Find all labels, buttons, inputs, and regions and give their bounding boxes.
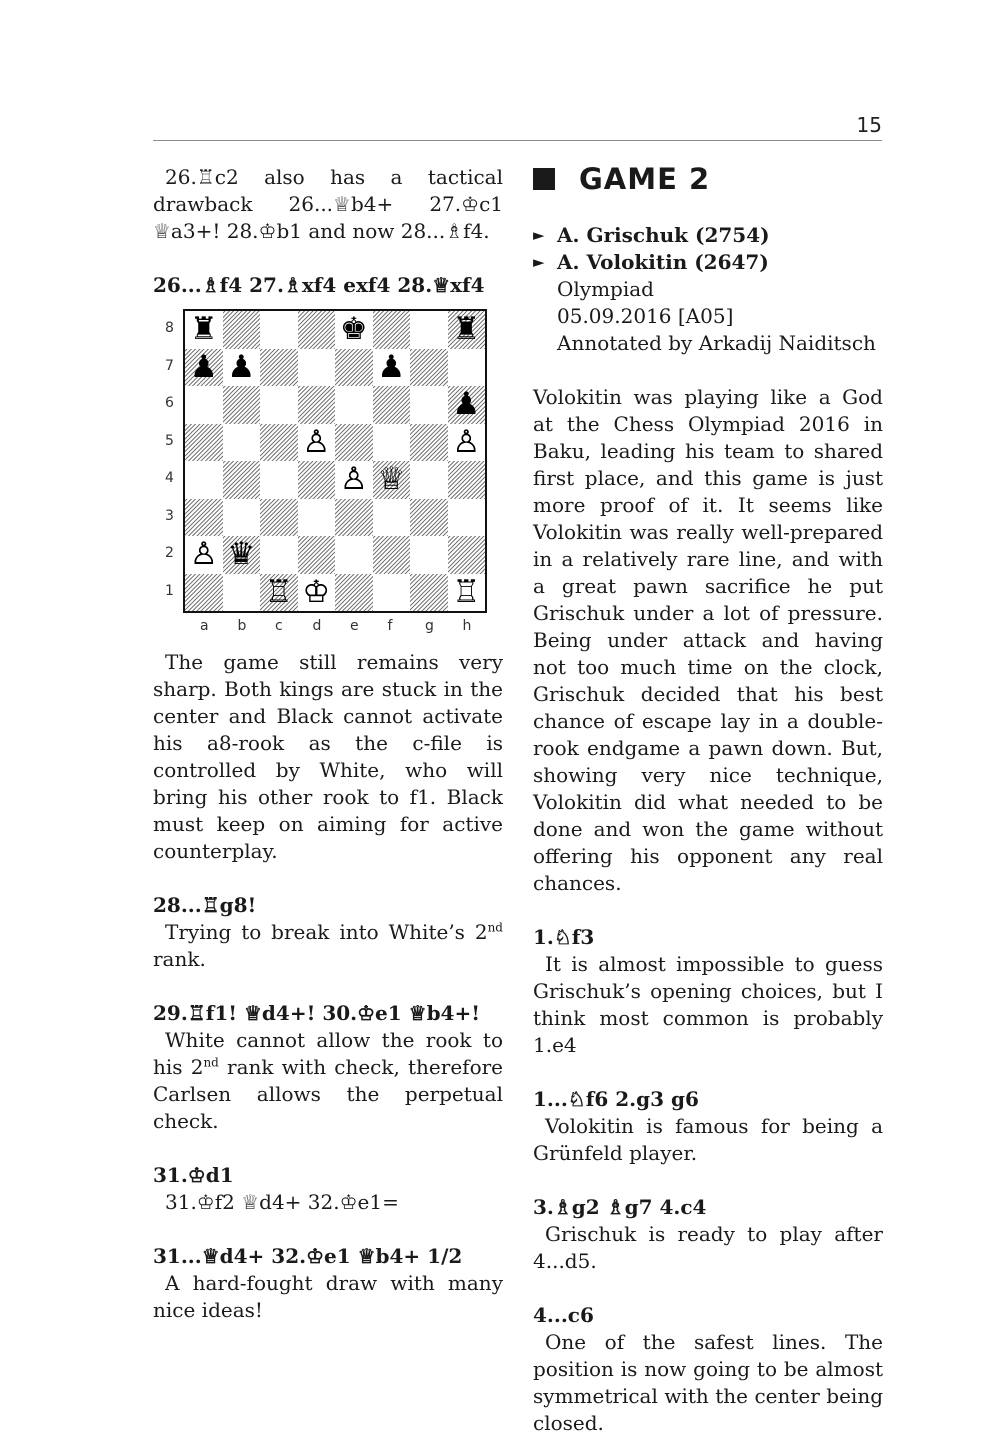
file-label: g (425, 618, 434, 634)
chess-diagram (153, 309, 503, 649)
square-h3 (448, 499, 486, 537)
triangle-right-icon: ► (533, 226, 545, 244)
paragraph: The game still remains very sharp. Both kings are stuck in the center and Black cannot activate his a8-rook as the c-file is controlled by White, who will bring his other rook to f1. Black must keep on aiming for active counterplay. (153, 650, 503, 863)
file-label: h (462, 618, 472, 634)
chess-piece-icon: ♖ (264, 573, 293, 610)
move-line: 29.♖f1! ♕d4+! 30.♔e1 ♕b4+! (153, 1001, 481, 1025)
chess-piece-icon: ♙ (339, 461, 368, 498)
square-h6 (448, 386, 486, 424)
header-rule (153, 140, 882, 141)
chess-piece-icon: ♔ (302, 573, 331, 610)
square-g3 (410, 499, 448, 537)
chess-piece-icon: ♙ (189, 536, 218, 573)
file-label: a (200, 618, 209, 634)
file-label: b (237, 618, 247, 634)
rank-label: 8 (165, 320, 174, 336)
chess-piece-icon: ♙ (452, 423, 481, 460)
chess-piece-icon: ♟ (377, 348, 406, 385)
triangle-right-icon: ► (533, 253, 545, 271)
square-c8 (260, 311, 298, 349)
chess-piece-icon: ♛ (227, 536, 256, 573)
game-heading (533, 164, 883, 194)
paragraph: A hard-fought draw with many nice ideas! (153, 1271, 503, 1322)
square-a7 (185, 349, 223, 387)
square-b2 (223, 536, 261, 574)
square-b3 (223, 499, 261, 537)
rank-label: 5 (165, 432, 174, 449)
square-a4 (185, 461, 223, 499)
square-b8 (223, 311, 261, 349)
paragraph: Volokitin is famous for being a Grünfeld player. (533, 1114, 883, 1165)
square-d6 (298, 386, 336, 424)
chess-piece-icon: ♜ (452, 311, 481, 348)
chess-piece-icon: ♚ (339, 311, 368, 348)
move-line: 28...♖g8! (153, 893, 257, 917)
paragraph: One of the safest lines. The position is now going to be almost symmetrical with the center being closed. (533, 1330, 883, 1435)
square-d3 (298, 499, 336, 537)
file-label: e (350, 618, 359, 634)
square-b4 (223, 461, 261, 499)
chess-piece-icon: ♟ (452, 386, 481, 423)
square-g6 (410, 386, 448, 424)
move-line: 31...♕d4+ 32.♔e1 ♕b4+ 1/2 (153, 1244, 463, 1268)
square-g2 (410, 536, 448, 574)
square-c4 (260, 461, 298, 499)
page-number: 15 (856, 113, 882, 137)
player-white: ► A. Grischuk (2754) (533, 223, 770, 247)
left-column (153, 164, 503, 1324)
paragraph: White cannot allow the rook to his 2nd rank with check, therefore Carlsen allows the perpetual check. (153, 1028, 504, 1133)
chess-piece-icon: ♙ (302, 423, 331, 460)
square-d4 (298, 461, 336, 499)
move-line: 1...♘f6 2.g3 g6 (533, 1087, 699, 1111)
square-h2 (448, 536, 486, 574)
rank-label: 6 (165, 395, 174, 411)
square-f2 (373, 536, 411, 574)
chess-piece-icon: ♕ (377, 461, 406, 498)
square-d2 (298, 536, 336, 574)
square-e1 (335, 574, 373, 612)
rank-label: 2 (165, 545, 174, 561)
game-label: GAME 2 (579, 162, 711, 196)
square-h7 (448, 349, 486, 387)
square-a6 (185, 386, 223, 424)
intro-paragraph: Volokitin was playing like a God at the Chess Olympiad 2016 in Baku, leading his team to shared first place, and this game is just more proof of it. It seems like Volokitin was really well-prepared in a relatively rare line, and with a great pawn sacrifice he put Grischuk under a lot of pressure. Being under attack and having not too much time on the clock, Grischuk decided that his best chance of escape lay in a double-rook endgame a pawn down. But, showing very nice technique, Volokitin did what needed to be done and won the game without offering his opponent any real chances. (533, 385, 883, 895)
square-h1 (448, 574, 486, 612)
square-d7 (298, 349, 336, 387)
move-line: 26...♗f4 27.♗xf4 exf4 28.♕xf4 (153, 273, 485, 297)
square-g4 (410, 461, 448, 499)
square-e8 (335, 311, 373, 349)
heading-square-icon (533, 168, 555, 190)
rank-label: 7 (165, 357, 174, 374)
square-c2 (260, 536, 298, 574)
square-b6 (223, 386, 261, 424)
square-f5 (373, 424, 411, 462)
variation: 31.♔f2 ♕d4+ 32.♔e1= (165, 1190, 399, 1214)
square-f3 (373, 499, 411, 537)
square-a2 (185, 536, 223, 574)
square-b7 (223, 349, 261, 387)
square-f7 (373, 349, 411, 387)
square-c6 (260, 386, 298, 424)
move-line: 3.♗g2 ♗g7 4.c4 (533, 1195, 707, 1219)
square-a1 (185, 574, 223, 612)
square-e5 (335, 424, 373, 462)
square-f8 (373, 311, 411, 349)
square-e2 (335, 536, 373, 574)
paragraph: Grischuk is ready to play after 4...d5. (533, 1222, 883, 1273)
rank-label: 1 (165, 582, 174, 599)
rank-label: 4 (165, 470, 174, 486)
event: Olympiad (557, 277, 654, 301)
intro-paragraph: 26.♖c2 also has a tactical drawback 26...♕b4+ 27.♔c1 ♕a3+! 28.♔b1 and now 28...♗f4. (153, 165, 503, 243)
square-h5 (448, 424, 486, 462)
square-d8 (298, 311, 336, 349)
square-d5 (298, 424, 336, 462)
square-c5 (260, 424, 298, 462)
date-eco: 05.09.2016 [A05] (557, 304, 734, 328)
square-d1 (298, 574, 336, 612)
chess-board (183, 309, 487, 613)
square-h4 (448, 461, 486, 499)
square-e4 (335, 461, 373, 499)
rank-label: 3 (165, 507, 174, 524)
paragraph: Trying to break into White’s 2nd rank. (153, 920, 503, 971)
square-f1 (373, 574, 411, 612)
square-f6 (373, 386, 411, 424)
square-g8 (410, 311, 448, 349)
square-g7 (410, 349, 448, 387)
square-e7 (335, 349, 373, 387)
square-e6 (335, 386, 373, 424)
move-line: 31.♔d1 (153, 1163, 234, 1187)
file-label: d (312, 618, 322, 634)
square-c1 (260, 574, 298, 612)
move-line: 1.♘f3 (533, 925, 595, 949)
chess-piece-icon: ♟ (227, 348, 256, 385)
square-e3 (335, 499, 373, 537)
square-f4 (373, 461, 411, 499)
square-c3 (260, 499, 298, 537)
chess-piece-icon: ♟ (189, 348, 218, 385)
square-c7 (260, 349, 298, 387)
paragraph: It is almost impossible to guess Grischuk’s opening choices, but I think most common is probably 1.e4 (533, 952, 883, 1057)
right-column (533, 164, 883, 1437)
annotator: Annotated by Arkadij Naiditsch (557, 331, 876, 355)
square-a3 (185, 499, 223, 537)
square-a8 (185, 311, 223, 349)
square-b1 (223, 574, 261, 612)
chess-piece-icon: ♖ (452, 573, 481, 610)
square-g5 (410, 424, 448, 462)
square-b5 (223, 424, 261, 462)
move-line: 4...c6 (533, 1303, 594, 1327)
player-black: ► A. Volokitin (2647) (533, 250, 769, 274)
file-label: c (275, 618, 283, 634)
square-h8 (448, 311, 486, 349)
square-g1 (410, 574, 448, 612)
chess-piece-icon: ♜ (189, 311, 218, 348)
file-label: f (387, 618, 393, 634)
square-a5 (185, 424, 223, 462)
